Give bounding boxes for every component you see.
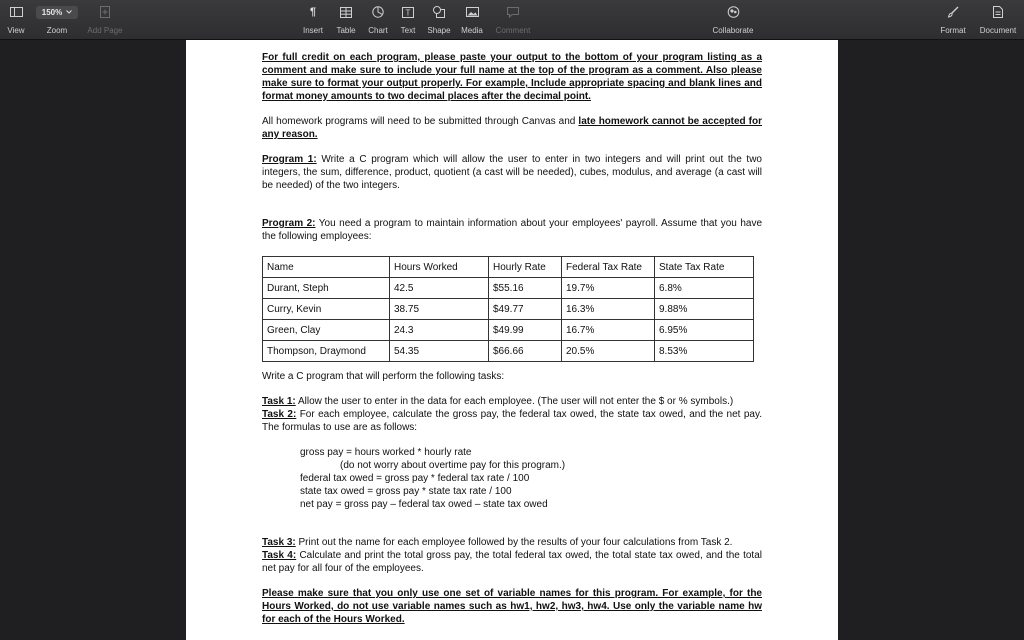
task1-text: Allow the user to enter in the data for each employee. (The user will not enter the $ or % symbols.)	[295, 396, 734, 407]
zoom-select[interactable]	[36, 6, 78, 19]
add-page-button[interactable]	[84, 4, 126, 35]
table-cell: 38.75	[390, 299, 489, 320]
zoom-label: Zoom	[46, 26, 68, 35]
table-button[interactable]	[332, 4, 360, 35]
program1-text: Write a C program which will allow the user to enter in two integers and will print out the two integers, the sum, difference, product, quotient (a cast will be needed), cubes, modulus, and average (a cast will be needed) of the two integers.	[262, 154, 762, 191]
view-button[interactable]	[2, 4, 30, 35]
write-program-line: Write a C program that will perform the following tasks:	[262, 371, 505, 382]
final-note-paragraph: Please make sure that you only use one set of variable names for this program. For example, for the Hours Worked, do not use variable names such as hw1, hw2, hw3, hw4. Use only the variable name hw for each of the Hours Worked.	[262, 588, 762, 625]
late-homework-text: late homework cannot be accepted for any reason.	[262, 116, 763, 140]
document-button[interactable]	[976, 4, 1020, 35]
collaborate-button[interactable]	[700, 4, 766, 35]
view-label: View	[7, 26, 25, 35]
table-cell: $49.99	[489, 320, 562, 341]
formula-gross-pay: gross pay = hours worked * hourly rate	[300, 447, 472, 458]
table-cell: Durant, Steph	[263, 278, 390, 299]
toolbar	[0, 0, 1024, 40]
document-label: Document	[979, 26, 1017, 35]
table-cell: $55.16	[489, 278, 562, 299]
table-cell: $66.66	[489, 341, 562, 362]
table-header-cell: State Tax Rate	[655, 257, 754, 278]
task1-line	[262, 395, 762, 408]
program1-paragraph	[262, 153, 762, 192]
table-cell: 8.53%	[655, 341, 754, 362]
formula-state-tax: state tax owed = gross pay * state tax rate / 100	[300, 486, 512, 497]
shape-label: Shape	[427, 26, 451, 35]
zoom-value: 150%	[41, 7, 63, 17]
chart-button[interactable]	[364, 4, 392, 35]
table-cell: 54.35	[390, 341, 489, 362]
table-row	[263, 299, 754, 320]
formula-net-pay: net pay = gross pay – federal tax owed – state tax owed	[300, 499, 548, 510]
paintbrush-icon	[947, 6, 959, 18]
shape-icon	[433, 6, 445, 18]
table-cell: 16.7%	[562, 320, 655, 341]
comment-icon	[507, 7, 519, 18]
document-icon	[993, 6, 1003, 18]
svg-text:T: T	[405, 8, 411, 17]
image-icon	[466, 7, 479, 17]
right-canvas-area	[838, 40, 1024, 640]
chevron-down-icon	[66, 10, 72, 14]
shape-button[interactable]	[424, 4, 454, 35]
zoom-control[interactable]	[36, 4, 78, 35]
program2-text: You need a program to maintain information about your employees' payroll. Assume that you have the following employees:	[262, 218, 763, 242]
format-label: Format	[940, 26, 966, 35]
table-cell: 16.3%	[562, 299, 655, 320]
table-header-cell: Federal Tax Rate	[562, 257, 655, 278]
insert-label: Insert	[302, 26, 323, 35]
table-cell: 9.88%	[655, 299, 754, 320]
program2-paragraph	[262, 217, 762, 243]
table-cell: 42.5	[390, 278, 489, 299]
table-cell: Curry, Kevin	[263, 299, 390, 320]
format-button[interactable]	[936, 4, 970, 35]
program2-title: Program 2:	[262, 218, 316, 229]
table-row	[263, 341, 754, 362]
task3-title: Task 3:	[262, 537, 296, 548]
table-row	[263, 320, 754, 341]
formula-federal-tax: federal tax owed = gross pay * federal tax rate / 100	[300, 473, 530, 484]
add-page-icon	[100, 6, 110, 18]
table-header-cell: Hours Worked	[390, 257, 489, 278]
task4-title: Task 4:	[262, 550, 297, 561]
table-row	[263, 278, 754, 299]
canvas-paragraph	[262, 115, 762, 141]
table-cell: 19.7%	[562, 278, 655, 299]
table-header-row	[263, 257, 754, 278]
comment-label: Comment	[495, 26, 531, 35]
table-cell: Green, Clay	[263, 320, 390, 341]
table-label: Table	[336, 26, 356, 35]
formula-block	[300, 446, 762, 511]
media-button[interactable]	[457, 4, 487, 35]
sidebar-icon	[10, 7, 23, 17]
task1-title: Task 1:	[262, 396, 296, 407]
chart-icon	[372, 6, 384, 18]
employee-table[interactable]	[262, 256, 754, 362]
table-header-cell: Name	[263, 257, 390, 278]
collaborate-icon	[727, 6, 740, 18]
insert-button[interactable]	[298, 4, 328, 35]
task3-line	[262, 536, 762, 549]
formula-overtime-note: (do not worry about overtime pay for this program.)	[340, 460, 566, 471]
task3-text: Print out the name for each employee followed by the results of your four calculations from Task 2.	[295, 537, 733, 548]
table-cell: Thompson, Draymond	[263, 341, 390, 362]
add-page-label: Add Page	[87, 26, 123, 35]
text-label: Text	[400, 26, 416, 35]
document-page[interactable]	[186, 40, 838, 640]
table-cell: $49.77	[489, 299, 562, 320]
text-box-icon	[402, 7, 414, 18]
table-cell: 24.3	[390, 320, 489, 341]
table-header-cell: Hourly Rate	[489, 257, 562, 278]
table-cell: 20.5%	[562, 341, 655, 362]
table-cell: 6.8%	[655, 278, 754, 299]
task4-line	[262, 549, 762, 575]
program1-title: Program 1:	[262, 154, 317, 165]
collaborate-label: Collaborate	[712, 26, 754, 35]
paragraph-icon: ¶	[309, 6, 317, 18]
table-cell: 6.95%	[655, 320, 754, 341]
table-icon	[340, 7, 352, 18]
left-canvas-area	[0, 40, 186, 640]
task2-title: Task 2:	[262, 409, 297, 420]
text-button[interactable]	[394, 4, 422, 35]
task4-text: Calculate and print the total gross pay, the total federal tax owed, the total state tax owed, and the total net pay for all four of the employees.	[262, 550, 762, 574]
canvas-text: All homework programs will need to be submitted through Canvas and	[262, 116, 579, 127]
media-label: Media	[461, 26, 483, 35]
intro-paragraph: For full credit on each program, please paste your output to the bottom of your program listing as a comment and make sure to include your full name at the top of the program as a comment. Also please make sure to format your output properly. For example, Include appropriate spacing and blank lines and format money amounts to two decimal places after the decimal point.	[262, 52, 762, 102]
comment-button[interactable]	[492, 4, 534, 35]
document-body[interactable]	[262, 51, 762, 626]
chart-label: Chart	[368, 26, 388, 35]
task2-text: For each employee, calculate the gross pay, the federal tax owed, the state tax owed, and the net pay. The formulas to use are as follows:	[262, 409, 762, 433]
task2-line	[262, 408, 762, 434]
